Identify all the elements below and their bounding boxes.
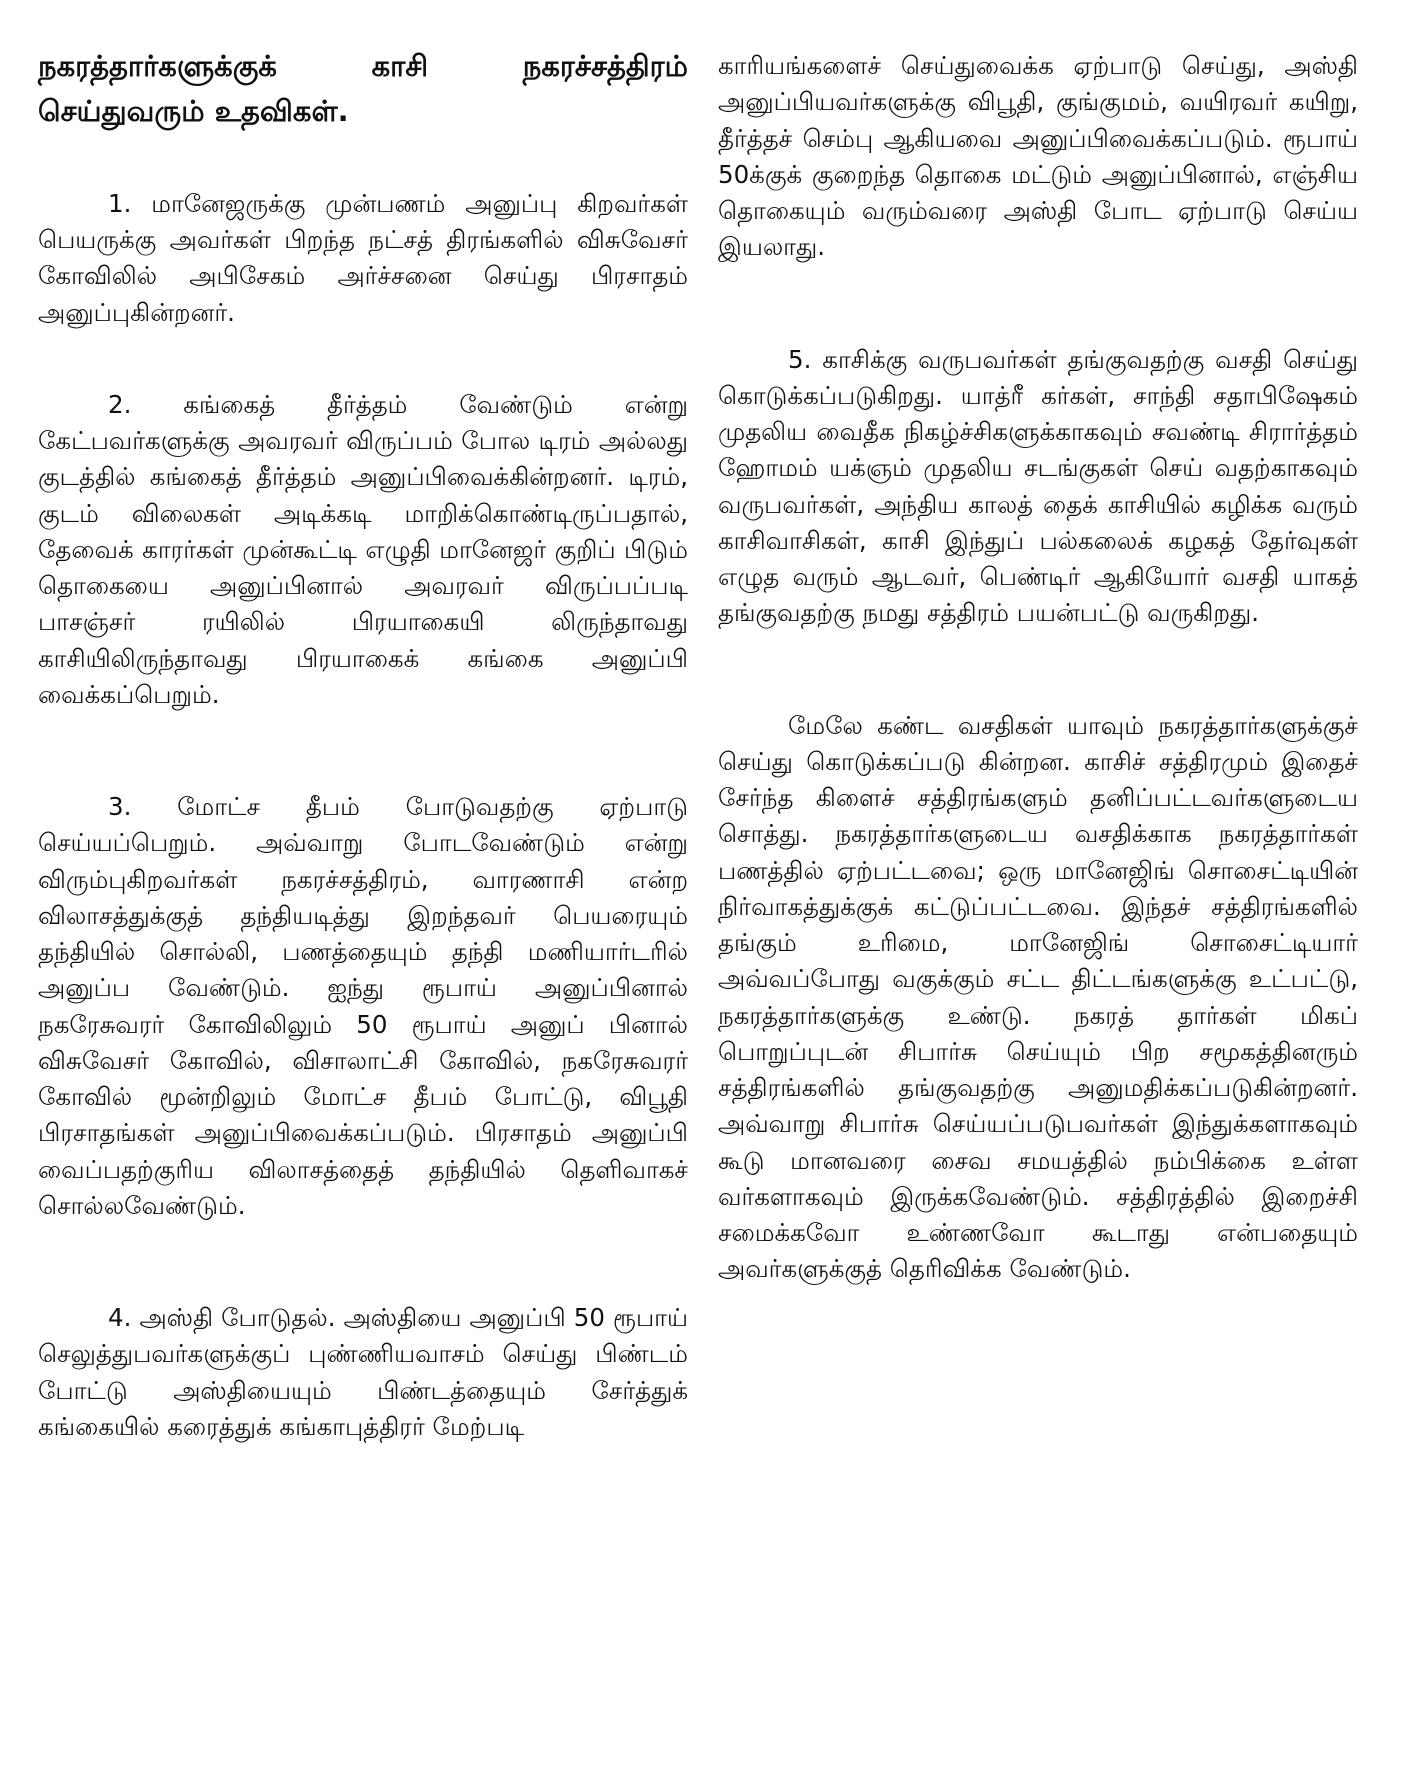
item-4-paragraph: 4. அஸ்தி போடுதல். அஸ்தியை அனுப்பி 50 ரூபாய் செலுத்துபவர்களுக்குப் புண்ணியவாசம் செய்து பிண்டம் போட்டு அஸ்தியையும் பிண்டத்தையும் சேர்த்துக் கங்கையில் கரைத்துக் கங்காபுத்திரர் மேற்படி [38, 1303, 688, 1441]
closing-paragraph: மேலே கண்ட வசதிகள் யாவும் நகரத்தார்களுக்குச் செய்து கொடுக்கப்படு கின்றன. காசிச் சத்திரமும் இதைச் சேர்ந்த கிளைச் சத்திரங்களும் தனிப்பட்டவர்களுடைய சொத்து. நகரத்தார்களுடைய வசதிக்காக நகரத்தார்கள் பணத்தில் ஏற்பட்டவை; ஒரு மானேஜிங் சொசைட்டியின் நிர்வாகத்துக்குக் கட்டுப்பட்டவை. இந்தச் சத்திரங்களில் தங்கும் உரிமை, மானேஜிங் சொசைட்டியார் அவ்வப்போது வகுக்கும் சட்ட திட்டங்களுக்கு உட்பட்டு, நகரத்தார்களுக்கு உண்டு. நகரத் தார்கள் மிகப் பொறுப்புடன் சிபார்சு செய்யும் பிற சமூகத்தினரும் சத்திரங்களில் தங்குவதற்கு அனுமதிக்கப்படுகின்றனர். அவ்வாறு சிபார்சு செய்யப்படுபவர்கள் இந்துக்களாகவும் கூடு மானவரை சைவ சமயத்தில் நம்பிக்கை உள்ள வர்களாகவும் இருக்கவேண்டும். சத்திரத்தில் இறைச்சி சமைக்கவோ உண்ணவோ கூடாது என்பதையும் அவர்களுக்குத் தெரிவிக்க வேண்டும். [718, 710, 1358, 1284]
item-3-paragraph: 3. மோட்ச தீபம் போடுவதற்கு ஏற்பாடு செய்யப்பெறும். அவ்வாறு போடவேண்டும் என்று விரும்புகிறவர்கள் நகரச்சத்திரம், வாரணாசி என்ற விலாசத்துக்குத் தந்தியடித்து இறந்தவர் பெயரையும் தந்தியில் சொல்லி, பணத்தையும் தந்தி மணியார்டரில் அனுப்ப வேண்டும். ஐந்து ரூபாய் அனுப்பினால் நகரேசுவரர் கோவிலிலும் 50 ரூபாய் அனுப் பினால் விசுவேசர் கோவில், விசாலாட்சி கோவில், நகரேசுவரர் கோவில் மூன்றிலும் மோட்ச தீபம் போட்டு, விபூதி பிரசாதங்கள் அனுப்பிவைக்கப்படும். பிரசாதம் அனுப்பி வைப்பதற்குரிய விலாசத்தைத் தந்தியில் தெளிவாகச் சொல்லவேண்டும். [38, 792, 688, 1220]
item-2-paragraph: 2. கங்கைத் தீர்த்தம் வேண்டும் என்று கேட்பவர்களுக்கு அவரவர் விருப்பம் போல டிரம் அல்லது குடத்தில் கங்கைத் தீர்த்தம் அனுப்பிவைக்கின்றனர். டிரம், குடம் விலைகள் அடிக்கடி மாறிக்கொண்டிருப்பதால், தேவைக் காரர்கள் முன்கூட்டி எழுதி மானேஜர் குறிப் பிடும் தொகையை அனுப்பினால் அவரவர் விருப்பப்படி பாசஞ்சர் ரயிலில் பிரயாகையி லிருந்தாவது காசியிலிருந்தாவது பிரயாகைக் கங்கை அனுப்பி வைக்கப்பெறும். [38, 389, 688, 709]
right-column [718, 48, 1358, 1288]
left-column [38, 44, 688, 1445]
item-4-continuation: காரியங்களைச் செய்துவைக்க ஏற்பாடு செய்து, அஸ்தி அனுப்பியவர்களுக்கு விபூதி, குங்குமம், வயிரவர் கயிறு, தீர்த்தச் செம்பு ஆகியவை அனுப்பிவைக்கப்படும். ரூபாய் 50க்குக் குறைந்த தொகை மட்டும் அனுப்பினால், எஞ்சிய தொகையும் வரும்வரை அஸ்தி போட ஏற்பாடு செய்ய இயலாது. [718, 51, 1358, 262]
item-1-paragraph: 1. மானேஜருக்கு முன்பணம் அனுப்பு கிறவர்கள் பெயருக்கு அவர்கள் பிறந்த நட்சத் திரங்களில் விசுவேசர் கோவிலில் அபிசேகம் அர்ச்சனை செய்து பிரசாதம் அனுப்புகின்றனர். [38, 188, 688, 327]
page-title: நகரத்தார்களுக்குக் காசி நகரச்சத்திரம் செய்துவரும் உதவிகள். [38, 49, 688, 128]
item-5-paragraph: 5. காசிக்கு வருபவர்கள் தங்குவதற்கு வசதி செய்து கொடுக்கப்படுகிறது. யாத்ரீ கர்கள், சாந்தி சதாபிஷேகம் முதலிய வைதீக நிகழ்ச்சிகளுக்காகவும் சவண்டி சிரார்த்தம் ஹோமம் யக்ஞம் முதலிய சடங்குகள் செய் வதற்காகவும் வருபவர்கள், அந்திய காலத் தைக் காசியில் கழிக்க வரும் காசிவாசிகள், காசி இந்துப் பல்கலைக் கழகத் தேர்வுகள் எழுத வரும் ஆடவர், பெண்டிர் ஆகியோர் வசதி யாகத் தங்குவதற்கு நமது சத்திரம் பயன்பட்டு வருகிறது. [718, 344, 1358, 628]
